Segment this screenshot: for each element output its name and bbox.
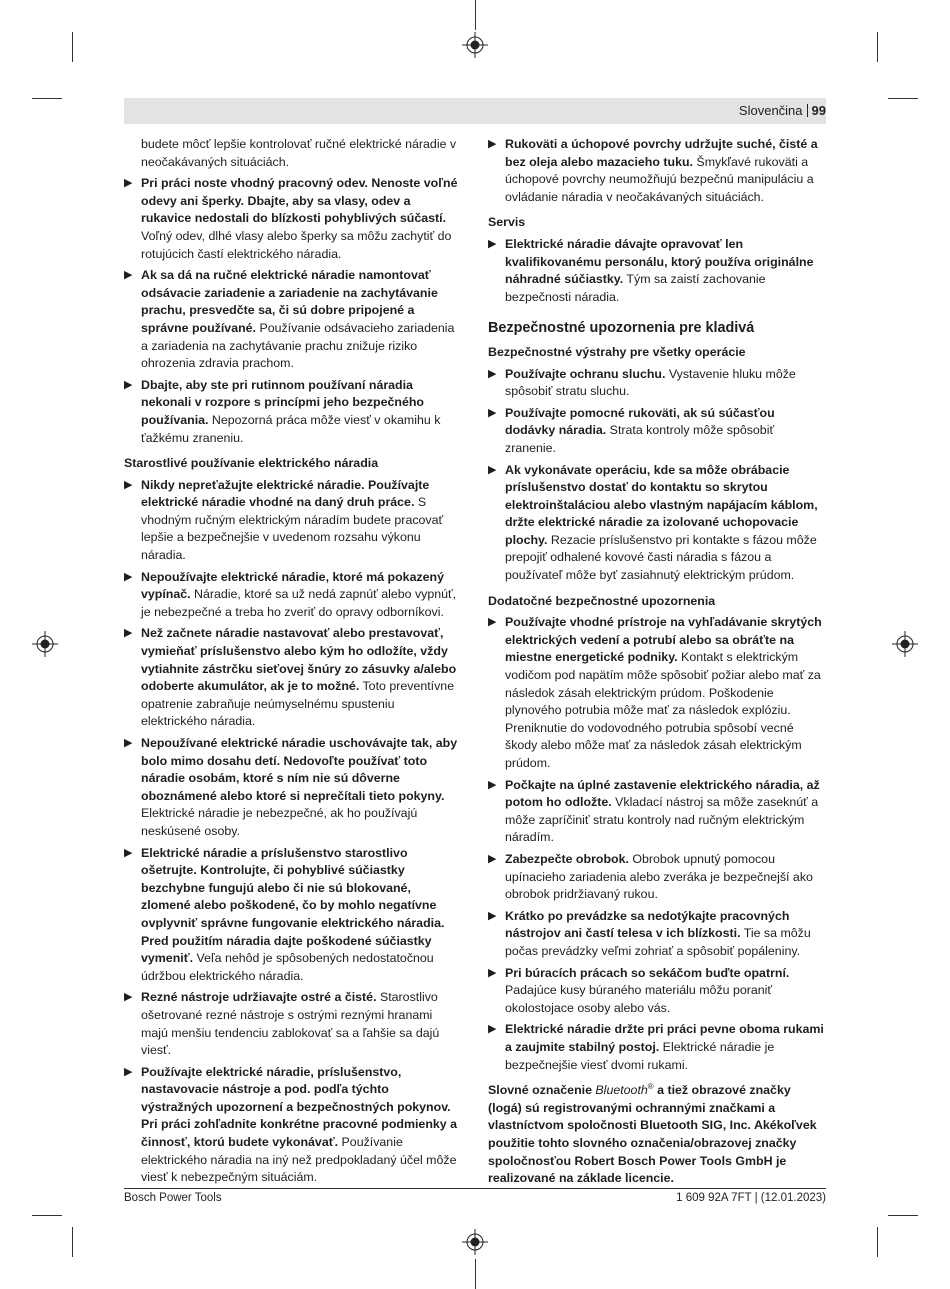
footer-doc-number: 1 609 92A 7FT | (12.01.2023) [676, 1192, 826, 1204]
item-bold-text: Rezné nástroje udržiavajte ostré a čisté. [141, 990, 377, 1005]
registered-mark: ® [647, 1082, 654, 1092]
list-item [124, 1064, 460, 1187]
item-bold-text: Počkajte na úplné zastavenie elektrického náradia, až potom ho odložte. [505, 777, 820, 810]
registration-mark-icon [892, 631, 918, 657]
heading-service: Servis [488, 215, 526, 230]
header-language: Slovenčina [738, 103, 803, 118]
triangle-right-icon: ▶ [488, 966, 497, 979]
bullet-list [124, 175, 460, 447]
list-item [488, 236, 826, 306]
item-text: S vhodným ručným elektrickým náradím budete pracovať lepšie a bezpečnejšie v uvedenom rozsahu výkonu náradia. [141, 495, 444, 563]
item-text: Používanie odsávacieho zariadenia a zariadenia na zachytávanie prachu znižuje riziko ohrozenia zdravia prachom. [141, 320, 455, 371]
triangle-right-icon: ▶ [488, 138, 497, 150]
crop-mark [32, 1215, 62, 1216]
item-text: Strata kontroly môže spôsobiť zranenie. [505, 423, 775, 455]
item-text: Tým sa zaistí zachovanie bezpečnosti náradia. [505, 272, 766, 304]
item-text: Tie sa môžu počas prevádzky veľmi zohriať a spôsobiť popáleniny. [505, 926, 811, 958]
triangle-right-icon: ▶ [488, 406, 497, 419]
triangle-right-icon: ▶ [124, 269, 133, 282]
item-text: Toto preventívne opatrenie zabraňuje neúmyselnému spusteniu elektrického náradia. [141, 679, 455, 729]
list-item [488, 1021, 826, 1074]
item-bold-text: Pri práci noste vhodný pracovný odev. Nenoste voľné odevy ani šperky. Dbajte, aby sa vlasy, odev a rukavice nedostali do blízkosti pohyblivých súčastí. [141, 176, 458, 226]
item-bold-text: Krátko po prevádzke sa nedotýkajte pracovných nástrojov ani častí telesa v ich blízkosti. [505, 908, 790, 941]
item-bold-text: Ak vykonávate operáciu, kde sa môže obrábacie príslušenstvo dostať do kontaktu so skrytou elektroinštaláciou alebo vlastným napájacím káblom, držte elektrické náradie za izolované uchopovacie plochy. [505, 462, 818, 547]
item-text: Voľný odev, dlhé vlasy alebo šperky sa môžu zachytiť do rotujúcich častí elektrického náradia. [141, 228, 452, 261]
bullet-list [488, 236, 826, 306]
item-bold-text: Elektrické náradie držte pri práci pevne oboma rukami a zaujmite stabilný postoj. [505, 1022, 824, 1054]
list-item [488, 614, 826, 772]
triangle-right-icon: ▶ [488, 616, 497, 629]
triangle-right-icon: ▶ [124, 846, 133, 859]
list-item [488, 851, 826, 904]
triangle-right-icon: ▶ [488, 367, 497, 380]
list-item [124, 175, 460, 263]
item-bold-text: Ak sa dá na ručné elektrické náradie namontovať odsávacie zariadenie a zariadenie na zachytávanie prachu, presvedčte sa, či sú dobre pripojené a správne používané. [141, 268, 438, 335]
triangle-right-icon: ▶ [124, 991, 133, 1004]
section-heading-hammers: Bezpečnostné upozornenia pre kladivá [488, 320, 755, 337]
item-text: Elektrické náradie je nebezpečné, ak ho používajú neskúsené osoby. [141, 806, 418, 838]
item-bold-text: Elektrické náradie a príslušenstvo starostlivo ošetrujte. Kontrolujte, či pohyblivé súčiastky bezchybne fungujú alebo či nie sú blokované, zlomené alebo poškodené, čo by mohlo negatívne ovplyvniť správne fungovanie elektrického náradia. Pred použitím náradia dajte poškodené súčiastky vymeniť. [141, 845, 445, 966]
item-text: Šmykľavé rukoväti a úchopové povrchy neumožňujú bezpečnú manipuláciu a ovládanie náradia v neočakávaných situáciách. [505, 154, 814, 204]
item-bold-text: Používajte elektrické náradie, príslušenstvo, nastavovacie nástroje a pod. podľa týchto výstražných upozornení a bezpečnostných pokynov. Pri práci zohľadnite konkrétne pracovné podmienky a činnosť, ktorú budete vykonávať. [141, 1064, 458, 1150]
crop-mark [888, 1215, 918, 1216]
list-item [124, 845, 460, 986]
list-item [124, 625, 460, 731]
list-item [488, 965, 826, 1018]
triangle-right-icon: ▶ [124, 378, 133, 391]
bullet-list [488, 136, 826, 206]
list-item [488, 405, 826, 458]
item-bold-text: Dbajte, aby ste pri rutinnom používaní náradia nekonali v rozpore s princípmi jeho bezpečného používania. [141, 377, 424, 427]
item-bold-text: Rukoväti a úchopové povrchy udržujte suché, čisté a bez oleja alebo mazacieho tuku. [505, 137, 818, 169]
item-text: Obrobok upnutý pomocou upínacieho zariadenia alebo zveráka je bezpečnejší ako obrobok pridržiavaný rukou. [505, 851, 813, 902]
list-item [488, 908, 826, 961]
triangle-right-icon: ▶ [124, 1065, 133, 1078]
list-item [124, 569, 460, 622]
page-number: 99 [811, 103, 826, 118]
item-bold-text: Než začnete náradie nastavovať alebo prestavovať, vymieňať príslušenstvo alebo kým ho odložíte, vždy vytiahnite zástrčku sieťovej šnúry zo zásuvky a/alebo odoberte akumulátor, ak je to možné. [141, 626, 457, 694]
item-text: Rezacie príslušenstvo pri kontakte s fázou môže prepojiť odhalené kovové časti náradia s fázou a používateľ môže byť zasiahnutý elektrickým prúdom. [505, 532, 817, 583]
footer-brand: Bosch Power Tools [124, 1192, 222, 1204]
list-item [124, 377, 460, 447]
item-bold-text: Používajte vhodné prístroje na vyhľadávanie skrytých elektrických vedení a potrubí alebo sa obráťte na miestne energetické podniky. [505, 615, 822, 665]
triangle-right-icon: ▶ [488, 237, 497, 250]
intro-paragraph: budete môcť lepšie kontrolovať ručné elektrické náradie v neočakávaných situáciách. [141, 137, 457, 169]
list-item [124, 267, 460, 373]
bullet-list [488, 366, 826, 585]
item-text: Nepozorná práca môže viesť v okamihu k ťažkému zraneniu. [141, 412, 441, 445]
crop-mark [32, 98, 62, 99]
list-item [124, 735, 460, 841]
page-header [124, 98, 826, 124]
trademark-italic: Bluetooth [595, 1083, 648, 1098]
list-item [488, 462, 826, 585]
crop-mark [888, 98, 918, 99]
item-text: Kontakt s elektrickým vodičom pod napätím môže spôsobiť požiar alebo mať za následok zásah elektrickým prúdom. Poškodenie plynového potrubia môže mať za následok explóziu. Preniknutie do vodovodného potrubia spôsobí vecné škody alebo môže mať za následok zásah elektrickým prúdom. [505, 650, 821, 770]
heading-careful-use: Starostlivé používanie elektrického náradia [124, 456, 379, 471]
crop-mark [72, 32, 73, 62]
crop-mark [475, 1259, 476, 1289]
trademark-paragraph [488, 1078, 826, 1188]
heading-additional: Dodatočné bezpečnostné upozornenia [488, 593, 716, 608]
triangle-right-icon: ▶ [488, 852, 497, 865]
crop-mark [475, 0, 476, 30]
item-bold-text: Elektrické náradie dávajte opravovať len kvalifikovanému personálu, ktorý používa originálne náhradné súčiastky. [505, 236, 814, 287]
item-bold-text: Pri búracích prácach so sekáčom buďte opatrní. [505, 965, 790, 980]
registration-mark-icon [462, 32, 488, 58]
crop-mark [877, 1227, 878, 1257]
item-bold-text: Používajte pomocné rukoväti, ak sú súčasťou dodávky náradia. [505, 405, 775, 438]
registration-mark-icon [32, 631, 58, 657]
item-text: Elektrické náradie je bezpečnejšie viesť dvomi rukami. [505, 1039, 775, 1072]
item-text: Vystavenie hluku môže spôsobiť stratu sluchu. [505, 366, 796, 399]
crop-mark [877, 32, 878, 62]
bullet-list [124, 477, 460, 1187]
trademark-prefix: Slovné označenie [488, 1083, 596, 1098]
item-bold-text: Nikdy nepreťažujte elektrické náradie. Používajte elektrické náradie vhodné na daný druh práce. [141, 477, 430, 510]
item-text: Padajúce kusy búraného materiálu môžu poraniť okolostojace osoby alebo vás. [505, 983, 773, 1015]
triangle-right-icon: ▶ [124, 478, 133, 491]
triangle-right-icon: ▶ [488, 909, 497, 922]
heading-all-operations: Bezpečnostné výstrahy pre všetky operácie [488, 344, 746, 359]
triangle-right-icon: ▶ [124, 627, 133, 640]
registration-mark-icon [462, 1229, 488, 1255]
footer-rule [124, 1188, 826, 1189]
list-item [488, 366, 826, 401]
item-bold-text: Nepoužívané elektrické náradie uschovávajte tak, aby bolo mimo dosahu detí. Nedovoľte používať toto náradie osobám, ktoré s ním nie sú dôverne oboznámené alebo ktoré si neprečítali tieto pokyny. [141, 736, 458, 803]
right-column [488, 136, 826, 1192]
triangle-right-icon: ▶ [124, 177, 133, 190]
header-text [739, 103, 826, 118]
triangle-right-icon: ▶ [488, 463, 497, 476]
item-bold-text: Nepoužívajte elektrické náradie, ktoré má pokazený vypínač. [141, 569, 445, 602]
item-bold-text: Zabezpečte obrobok. [505, 851, 629, 866]
list-item [488, 136, 826, 206]
triangle-right-icon: ▶ [124, 570, 133, 583]
left-column [124, 136, 460, 1191]
item-text: Náradie, ktoré sa už nedá zapnúť alebo vypnúť, je nebezpečné a treba ho zveriť do opravy odborníkovi. [141, 587, 457, 619]
item-text: Vkladací nástroj sa môže zaseknúť a môže zapríčiniť stratu kontroly nad ručným elektrickým náradím. [505, 795, 819, 845]
triangle-right-icon: ▶ [488, 1023, 497, 1036]
triangle-right-icon: ▶ [124, 737, 133, 749]
list-item [124, 989, 460, 1059]
item-text: Starostlivo ošetrované rezné nástroje s ostrými reznými hranami majú menšiu tendenciu zablokovať sa a ľahšie sa dajú viesť. [141, 990, 440, 1058]
item-bold-text: Používajte ochranu sluchu. [505, 366, 666, 381]
trademark-rest: a tiež obrazové značky (logá) sú registrovanými ochrannými značkami a vlastníctvom spoločnosti Bluetooth SIG, Inc. Akékoľvek použitie tohto slovného označenia/obrazovej značky spoločnosťou Robert Bosch Power Tools GmbH je realizované na základe licencie. [488, 1083, 817, 1186]
bullet-list [488, 614, 826, 1074]
triangle-right-icon: ▶ [488, 778, 497, 791]
item-text: Veľa nehôd je spôsobených nedostatočnou údržbou elektrického náradia. [141, 951, 434, 983]
list-item [124, 477, 460, 565]
list-item [488, 777, 826, 847]
crop-mark [72, 1227, 73, 1257]
item-text: Používanie elektrického náradia na iný než predpokladaný účel môže viesť k nebezpečným situáciám. [141, 1135, 457, 1185]
